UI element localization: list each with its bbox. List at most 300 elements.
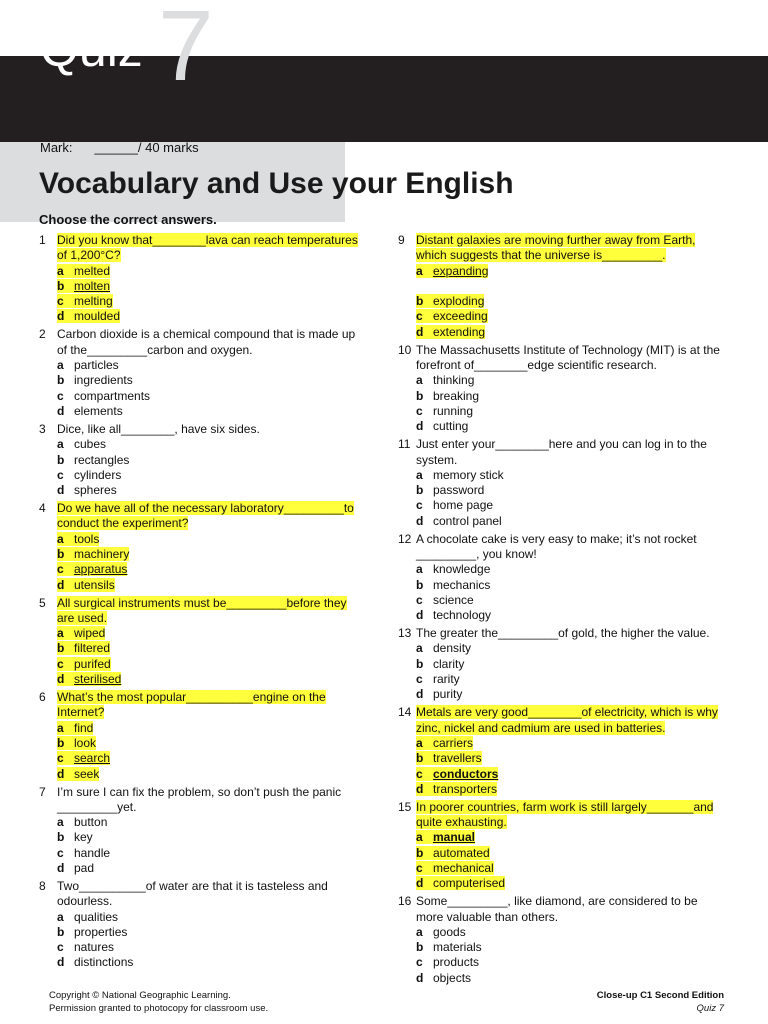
answer-option-c[interactable] [39, 940, 363, 955]
answer-option-a[interactable] [398, 264, 722, 279]
option-text: machinery [74, 547, 130, 561]
option-text: exploding [433, 294, 485, 309]
option-content [57, 672, 121, 686]
option-text: running [433, 403, 474, 418]
answer-option-a[interactable] [398, 830, 722, 845]
option-letter: d [416, 970, 424, 985]
question-stem [39, 233, 363, 264]
option-letter: d [57, 766, 65, 781]
option-letter: c [57, 751, 64, 766]
answer-option-b[interactable] [398, 389, 722, 404]
option-content [416, 264, 488, 278]
option-content [416, 373, 474, 387]
option-content [57, 309, 120, 323]
answer-option-c[interactable] [39, 657, 363, 672]
answer-option-c[interactable] [398, 498, 722, 513]
option-letter: a [57, 626, 64, 641]
question-11 [398, 437, 722, 529]
question-number: 12 [398, 531, 412, 546]
answer-option-b[interactable] [39, 736, 363, 751]
option-letter: a [416, 830, 423, 845]
option-letter: c [416, 766, 423, 781]
question-text [57, 233, 363, 264]
question-text [416, 705, 722, 736]
option-content [57, 468, 121, 482]
option-text: breaking [433, 388, 480, 403]
question-stem [398, 705, 722, 736]
question-stem [398, 894, 722, 925]
option-text: distinctions [74, 955, 134, 970]
question-text: Carbon dioxide is a chemical compound that is made up of the_________carbon and oxygen. [57, 327, 356, 357]
question-stem [398, 800, 722, 831]
footer-edition [597, 989, 724, 1015]
option-text: objects [433, 970, 472, 985]
answer-option-c[interactable] [398, 593, 722, 608]
question-stem [39, 596, 363, 627]
question-text-highlight: Metals are very good________of electricity, which is why zinc, nickel and cadmium are used in batteries. [416, 705, 718, 735]
answer-option-a[interactable] [39, 721, 363, 736]
option-content [416, 971, 471, 985]
mark-label: Mark: [40, 140, 73, 155]
option-text: mechanical [433, 861, 494, 875]
option-text: density [433, 641, 472, 656]
option-text: spheres [74, 483, 117, 498]
option-letter: d [416, 419, 424, 434]
question-stem [39, 690, 363, 721]
option-text: carriers [433, 735, 474, 750]
answer-option-c[interactable] [398, 861, 722, 876]
option-content [57, 815, 107, 829]
option-content [416, 687, 462, 701]
answer-option-a[interactable] [39, 437, 363, 452]
question-14 [398, 705, 722, 797]
option-content [57, 641, 110, 655]
option-letter: d [57, 577, 65, 592]
option-content [416, 767, 498, 781]
mark-line [40, 140, 199, 155]
question-stem [398, 343, 722, 374]
option-content [416, 419, 468, 433]
option-letter: c [416, 403, 423, 418]
question-text [416, 800, 722, 831]
answer-option-a[interactable] [398, 736, 722, 751]
option-text: key [74, 830, 93, 845]
option-text: thinking [433, 373, 475, 388]
answer-option-d[interactable] [398, 608, 722, 623]
option-letter: b [57, 547, 65, 561]
option-letter: c [416, 861, 423, 875]
copyright-text: Copyright © National Geographic Learning. [49, 990, 231, 1001]
option-letter: a [416, 924, 423, 939]
answer-option-c[interactable] [398, 672, 722, 687]
answer-option-d[interactable] [39, 955, 363, 970]
option-letter: a [57, 815, 64, 830]
option-letter: d [416, 781, 424, 796]
question-text: Two__________of water are that it is tasteless and odourless. [57, 878, 328, 909]
answer-option-d[interactable] [398, 876, 722, 891]
question-number: 6 [39, 690, 46, 705]
question-3 [39, 422, 363, 498]
option-content [416, 830, 475, 844]
answer-option-d[interactable] [39, 483, 363, 498]
option-content [57, 389, 150, 403]
questions-right-column [398, 233, 722, 989]
option-text: expanding [433, 263, 489, 278]
option-letter: b [416, 751, 424, 766]
question-number: 11 [398, 437, 411, 452]
option-letter: c [57, 562, 64, 577]
option-content [416, 294, 484, 308]
option-content [416, 309, 488, 323]
option-text: goods [433, 924, 466, 939]
option-letter: c [57, 467, 64, 482]
question-2 [39, 327, 363, 419]
option-content [57, 562, 127, 576]
option-text: clarity [433, 656, 465, 671]
answer-option-d[interactable] [398, 971, 722, 986]
answer-option-c[interactable] [39, 389, 363, 404]
option-letter: a [57, 909, 64, 924]
option-content [57, 657, 111, 671]
option-text: melted [74, 263, 111, 278]
question-number: 4 [39, 501, 46, 516]
question-number: 2 [39, 327, 46, 342]
option-text: elements [74, 403, 123, 418]
answer-option-a[interactable] [398, 641, 722, 656]
answer-option-d[interactable] [398, 782, 722, 797]
option-letter: c [416, 672, 423, 687]
answer-option-a[interactable] [39, 626, 363, 641]
question-9 [398, 233, 722, 340]
option-content [416, 925, 466, 939]
option-text: purity [433, 687, 463, 702]
option-text: home page [433, 498, 494, 513]
option-content [416, 468, 504, 482]
option-text: properties [74, 924, 128, 939]
option-content [416, 593, 474, 607]
question-7 [39, 785, 363, 877]
answer-option-a[interactable] [398, 373, 722, 388]
option-letter: c [57, 656, 64, 671]
option-letter: a [57, 263, 64, 278]
question-text: The greater the_________of gold, the higher the value. [416, 626, 710, 641]
option-letter: d [57, 483, 65, 498]
option-text: password [433, 483, 485, 498]
answer-option-b[interactable] [39, 925, 363, 940]
option-letter: d [416, 608, 424, 623]
option-content [57, 547, 129, 561]
question-4 [39, 501, 363, 593]
mark-value: ______/ 40 marks [94, 140, 199, 155]
option-letter: a [57, 720, 64, 735]
question-text-highlight: All surgical instruments must be_________before they are used. [57, 595, 347, 625]
question-text: Some_________, like diamond, are considered to be more valuable than others. [416, 894, 698, 924]
option-content [57, 437, 106, 451]
option-text: transporters [433, 781, 498, 796]
option-content [57, 736, 96, 750]
option-letter: d [416, 876, 424, 891]
quiz-word: Quiz [40, 21, 143, 77]
option-text: control panel [433, 513, 502, 528]
option-text: moulded [74, 309, 121, 324]
answer-option-b[interactable] [39, 830, 363, 845]
question-13 [398, 626, 722, 702]
option-content [57, 358, 119, 372]
option-content [416, 657, 464, 671]
option-letter: b [57, 278, 65, 293]
option-text: tools [74, 531, 100, 546]
question-5 [39, 596, 363, 688]
option-text: manual [433, 830, 476, 845]
option-text: wiped [74, 626, 106, 641]
option-text: cutting [433, 419, 469, 434]
option-text: ingredients [74, 373, 133, 388]
option-text: pad [74, 861, 95, 875]
option-letter: b [57, 924, 65, 939]
option-content [57, 955, 133, 969]
option-text: cubes [74, 437, 107, 452]
option-text: molten [74, 278, 111, 293]
question-stem [398, 532, 722, 563]
option-text: mechanics [433, 577, 491, 592]
option-letter: a [416, 735, 423, 750]
question-stem [398, 233, 722, 264]
answer-option-b[interactable] [39, 279, 363, 294]
question-number: 1 [39, 233, 46, 247]
option-letter: b [57, 641, 65, 656]
answer-option-b[interactable] [398, 657, 722, 672]
answer-option-b[interactable] [398, 483, 722, 498]
option-text: cylinders [74, 467, 122, 482]
option-content [57, 453, 129, 467]
option-letter: d [416, 324, 424, 339]
option-text: find [74, 720, 94, 735]
answer-option-b[interactable] [39, 547, 363, 562]
option-text: look [74, 735, 97, 750]
option-content [416, 483, 484, 497]
option-content [57, 830, 93, 844]
option-text: handle [74, 845, 111, 860]
answer-option-d[interactable] [39, 861, 363, 876]
question-number: 7 [39, 784, 46, 799]
option-letter: c [57, 388, 64, 403]
option-content [416, 608, 491, 622]
option-text: travellers [433, 751, 482, 766]
option-text: science [433, 592, 474, 607]
option-letter: a [416, 263, 423, 278]
option-text: qualities [74, 909, 119, 924]
answer-option-d[interactable] [398, 419, 722, 434]
option-letter: c [57, 940, 64, 955]
question-text [57, 596, 363, 627]
option-text: sterilised [74, 672, 122, 687]
option-content [57, 910, 118, 924]
question-text: I’m sure I can fix the problem, so don’t push the panic _________yet. [57, 784, 342, 814]
option-content [416, 846, 490, 860]
option-content [57, 940, 114, 954]
answer-option-a[interactable] [398, 925, 722, 940]
option-letter: d [57, 403, 65, 418]
question-number: 10 [398, 342, 412, 357]
answer-option-c[interactable] [398, 309, 722, 324]
answer-option-b[interactable] [398, 940, 722, 955]
instructions: Choose the correct answers. [39, 212, 217, 227]
option-letter: a [57, 358, 64, 373]
option-letter: a [416, 467, 423, 482]
option-text: knowledge [433, 562, 491, 577]
option-letter: c [416, 592, 423, 607]
option-content [416, 876, 505, 890]
option-letter: c [416, 955, 423, 970]
option-content [416, 861, 494, 875]
question-stem [39, 422, 363, 437]
answer-option-a[interactable] [39, 358, 363, 373]
option-letter: b [57, 735, 65, 750]
option-letter: a [57, 437, 64, 452]
option-content [57, 279, 110, 293]
answer-option-a[interactable] [39, 532, 363, 547]
option-content [416, 751, 482, 765]
option-letter: d [57, 861, 65, 875]
option-letter: b [416, 294, 424, 309]
quiz-label: Quiz 7 [696, 1003, 724, 1014]
answer-option-b[interactable] [39, 453, 363, 468]
question-12 [398, 532, 722, 624]
option-letter: d [57, 955, 65, 970]
question-6 [39, 690, 363, 782]
option-text: products [433, 955, 480, 970]
question-number: 3 [39, 421, 46, 436]
option-content [57, 373, 133, 387]
option-content [416, 389, 479, 403]
answer-option-d[interactable] [39, 309, 363, 324]
option-letter: c [416, 498, 423, 513]
answer-option-d[interactable] [39, 672, 363, 687]
option-content [57, 925, 127, 939]
question-16 [398, 894, 722, 986]
option-content [416, 736, 473, 750]
answer-option-c[interactable] [39, 294, 363, 309]
answer-option-c[interactable] [39, 846, 363, 861]
option-letter: c [416, 309, 423, 324]
option-content [57, 532, 99, 546]
option-letter: b [416, 845, 424, 860]
option-content [57, 483, 117, 497]
option-content [416, 641, 471, 655]
option-text: purifed [74, 656, 111, 671]
edition-text: Close-up C1 Second Edition [596, 990, 724, 1001]
answer-option-a[interactable] [39, 264, 363, 279]
option-content [416, 578, 490, 592]
option-letter: b [416, 656, 424, 671]
question-15 [398, 800, 722, 892]
permission-text: Permission granted to photocopy for classroom use. [49, 1003, 269, 1014]
footer-copyright [49, 989, 268, 1015]
answer-option-b[interactable] [39, 641, 363, 656]
option-content [416, 404, 473, 418]
option-letter: b [416, 483, 424, 498]
option-letter: b [416, 577, 424, 592]
option-content [416, 498, 493, 512]
option-content [57, 626, 105, 640]
option-text: search [74, 751, 111, 766]
option-text: melting [74, 294, 113, 309]
question-number: 14 [398, 705, 412, 720]
option-content [416, 782, 497, 796]
answer-option-d[interactable] [39, 404, 363, 419]
answer-option-a[interactable] [398, 468, 722, 483]
answer-option-a[interactable] [39, 815, 363, 830]
question-number: 5 [39, 595, 46, 610]
question-text-highlight: What’s the most popular__________engine on the Internet? [57, 690, 326, 720]
option-text: filtered [74, 641, 111, 656]
quiz-number: 7 [158, 0, 214, 102]
answer-option-b[interactable] [398, 846, 722, 861]
option-content [57, 751, 110, 765]
option-content [57, 767, 99, 781]
question-text-highlight: Distant galaxies are moving further away from Earth, which suggests that the universe is_________. [416, 233, 696, 263]
question-text [416, 233, 722, 264]
option-letter: a [416, 562, 423, 577]
blank-line [398, 279, 722, 294]
answer-option-d[interactable] [398, 325, 722, 340]
answer-option-c[interactable] [398, 955, 722, 970]
answer-option-d[interactable] [398, 687, 722, 702]
question-number: 8 [39, 878, 46, 893]
option-letter: b [57, 452, 65, 467]
answer-option-b[interactable] [398, 578, 722, 593]
question-stem [39, 785, 363, 816]
option-content [416, 562, 490, 576]
question-stem [39, 501, 363, 532]
option-text: natures [74, 940, 115, 955]
answer-option-c[interactable] [39, 468, 363, 483]
option-letter: d [416, 687, 424, 702]
option-text: compartments [74, 388, 151, 403]
option-letter: a [416, 373, 423, 388]
option-text: rectangles [74, 452, 130, 467]
option-text: apparatus [74, 562, 128, 577]
answer-option-b[interactable] [398, 294, 722, 309]
option-content [416, 325, 485, 339]
option-text: exceeding [433, 309, 488, 324]
answer-option-c[interactable] [39, 751, 363, 766]
answer-option-c[interactable] [398, 767, 722, 782]
question-stem [398, 626, 722, 641]
option-text: computerised [433, 876, 506, 891]
option-letter: d [57, 672, 65, 687]
question-stem [398, 437, 722, 468]
option-letter: c [57, 294, 64, 309]
answer-option-b[interactable] [39, 373, 363, 388]
option-text: button [74, 815, 108, 830]
option-letter: b [57, 830, 65, 845]
question-stem [39, 327, 363, 358]
answer-option-d[interactable] [39, 767, 363, 782]
answer-option-a[interactable] [398, 562, 722, 577]
question-text-highlight: Did you know that________lava can reach temperatures of 1,200°C? [57, 233, 358, 263]
answer-option-b[interactable] [398, 751, 722, 766]
answer-option-a[interactable] [39, 910, 363, 925]
answer-option-c[interactable] [39, 562, 363, 577]
option-letter: c [57, 845, 64, 860]
answer-option-d[interactable] [39, 578, 363, 593]
option-letter: d [416, 513, 424, 528]
answer-option-d[interactable] [398, 514, 722, 529]
option-text: conductors [433, 766, 499, 781]
answer-option-c[interactable] [398, 404, 722, 419]
option-text: rarity [433, 672, 460, 687]
